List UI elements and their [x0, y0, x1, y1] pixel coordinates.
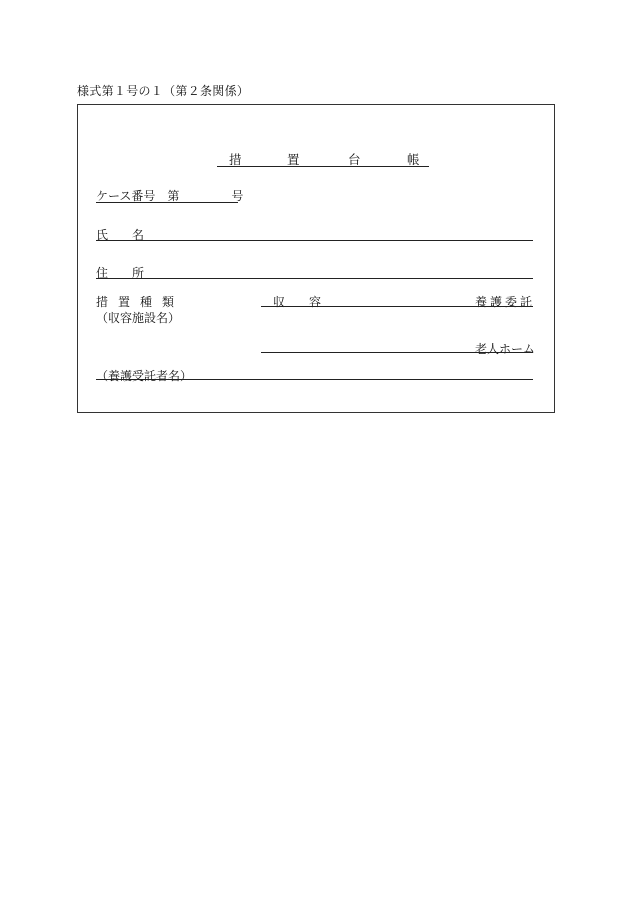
option-admission-char-2: 容 — [309, 295, 322, 309]
name-label-char-2: 名 — [132, 228, 145, 242]
name-label-char-1: 氏 — [96, 228, 109, 242]
title-char-1: 措 — [229, 152, 242, 167]
option-entrustment[interactable]: 養護委託 — [475, 295, 536, 309]
trustee-name-label: （養護受託者名） — [96, 369, 193, 383]
title-char-4: 帳 — [407, 152, 420, 167]
address-field-line[interactable] — [96, 278, 533, 279]
ledger-frame — [77, 104, 555, 413]
ledger-title — [217, 150, 429, 167]
option-admission-char-1: 収 — [273, 295, 286, 309]
option-admission[interactable] — [273, 293, 321, 310]
form-number: 様式第１号の１（第２条関係） — [77, 84, 250, 98]
measure-type-label — [96, 293, 184, 310]
option-nursing-home[interactable]: 老人ホーム — [475, 342, 536, 356]
trustee-name-line[interactable] — [96, 379, 533, 380]
case-number-underline — [96, 202, 238, 203]
case-number-suffix: 号 — [231, 189, 244, 203]
case-number-label: ケース番号 — [96, 189, 156, 203]
title-char-2: 置 — [287, 152, 300, 167]
facility-name-line[interactable] — [261, 352, 533, 353]
measure-type-char-2: 置 — [118, 295, 131, 309]
title-char-3: 台 — [348, 152, 361, 167]
measure-type-char-3: 種 — [140, 295, 153, 309]
facility-name-label: （収容施設名） — [96, 311, 181, 325]
measure-type-line[interactable] — [261, 306, 533, 307]
measure-type-char-1: 措 — [96, 295, 109, 309]
address-label-char-1: 住 — [96, 266, 109, 280]
case-number-prefix: 第 — [167, 189, 180, 203]
address-label-char-2: 所 — [132, 266, 145, 280]
measure-type-char-4: 類 — [162, 295, 175, 309]
name-field-line[interactable] — [96, 240, 533, 241]
